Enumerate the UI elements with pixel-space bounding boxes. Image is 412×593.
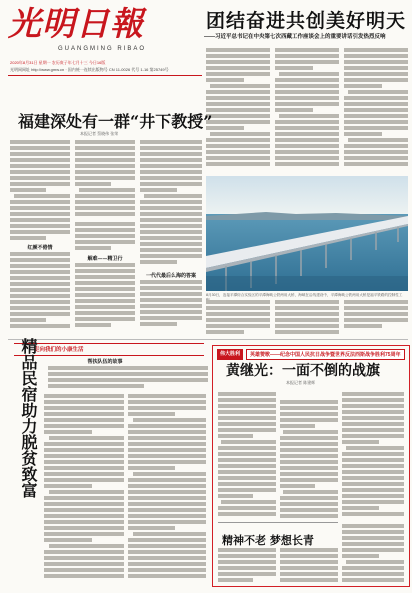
feature-subheadline[interactable]: 精神不老 梦想长青	[222, 534, 314, 547]
left-intro-text	[48, 366, 208, 390]
lead-col-3	[140, 140, 202, 268]
feature-tags	[217, 349, 405, 360]
masthead-rule	[8, 75, 202, 76]
feature-col-2	[280, 400, 338, 520]
top-subheadline: ——习近平总书记在中央第七次西藏工作座谈会上的重要讲话引发热烈反响	[204, 34, 386, 40]
masthead-pinyin: GUANGMING RIBAO	[58, 46, 147, 52]
top-story-col-1b	[206, 300, 270, 338]
feature-byline: 本报记者 陈建辉	[286, 380, 316, 385]
masthead-title: 光明日報	[8, 4, 144, 43]
top-story-col-1	[206, 48, 270, 168]
top-story-col-2	[275, 48, 339, 168]
top-story-col-3	[344, 48, 408, 168]
section-heading-1: 红颜不倦情	[27, 245, 53, 251]
left-vertical-headline[interactable]: 精品民宿助力脱贫致富	[19, 338, 38, 498]
section-heading-2: 解难——精卫行	[87, 256, 123, 262]
lead-col-2c	[75, 263, 135, 331]
section-heading-3: 一代代最后么海的答案	[145, 273, 196, 279]
photo-caption: 8月30日，连接平潭综合实验区的平潭海峡公铁两用大桥，海峡在沿线建设中，平潭海峡公铁两用大桥是福平铁路的控制性工	[206, 293, 403, 297]
lead-col-1b	[10, 252, 70, 330]
feature-col-3b	[342, 524, 404, 582]
page-divider	[8, 339, 408, 340]
feature-inset-col-2	[280, 548, 338, 582]
feature-headline[interactable]: 黄继光：一面不倒的战旗	[226, 363, 380, 379]
top-story-col-2b	[275, 300, 339, 338]
lead-col-2b	[75, 222, 135, 252]
top-story-col-3b	[344, 300, 408, 338]
lead-byline: 本报记者 蔡晓伟 张荣	[80, 131, 119, 136]
bridge-photo-image	[206, 176, 408, 291]
bridge-photo[interactable]	[206, 176, 408, 291]
top-headline[interactable]: 团结奋进共创美好明天	[206, 10, 407, 32]
feature-tag-anthem: 英雄赞歌——纪念中国人民抗日战争暨世界反法西斯战争胜利75周年	[246, 349, 405, 360]
banner-label: 走向我们的小康生活	[34, 347, 84, 353]
site-info: 光明网网址 http://www.gmw.cn · 国内统一连续出版物号 CN 11-0026 代号 1-16 第25749号	[10, 67, 169, 72]
feature-col-3	[342, 392, 404, 520]
banner-strip	[14, 343, 204, 356]
lead-col-2	[75, 140, 135, 220]
issue-info: 2020年8月31日 星期一 农历庚子年七月十三 今日16版	[10, 60, 106, 65]
left-section-title: 帮扶队伍的故事	[87, 359, 123, 365]
left-bottom-col-1	[44, 394, 124, 584]
feature-inset-col-1	[218, 548, 276, 582]
lead-col-3b	[140, 280, 202, 330]
feature-col-1	[218, 392, 276, 520]
lead-headline[interactable]: 福建深处有一群“井下教授”	[18, 112, 213, 131]
left-bottom-col-2	[128, 394, 206, 584]
feature-tag-victory: 伟大胜利	[217, 349, 243, 360]
